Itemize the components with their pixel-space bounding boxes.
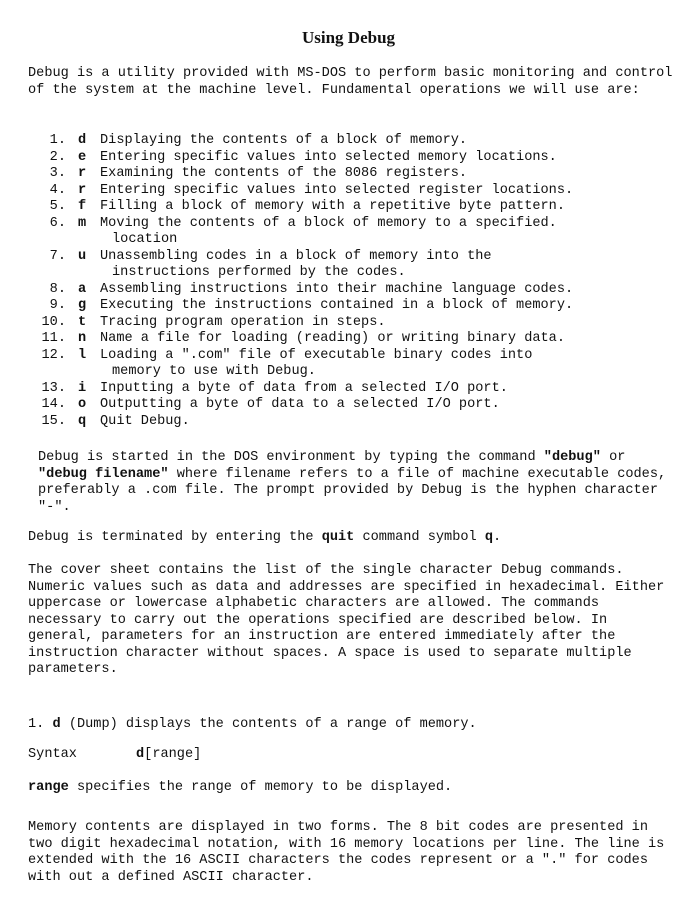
command-letter: i (78, 380, 87, 396)
debug-filename-command: "debug filename" (38, 466, 169, 482)
debug-command: "debug" (543, 450, 601, 465)
list-item: 6. m Moving the contents of a block of memory to a specified. location (49, 215, 557, 247)
command-letter: l (78, 347, 87, 363)
list-item: 5. f Filling a block of memory with a repetitive byte pattern. (49, 199, 565, 214)
list-item: 2. e Entering specific values into selected memory locations. (49, 149, 557, 165)
range-line: range specifies the range of memory to be displayed. (28, 780, 453, 795)
page-title: Using Debug (301, 28, 396, 47)
intro-paragraph: Debug is a utility provided with MS-DOS to perform basic monitoring and control of the system at the machine level. Fundamental operations we will use are: (28, 66, 673, 98)
command-list (28, 133, 688, 430)
memory-paragraph: Memory contents are displayed in two forms. The 8 bit codes are presented in two digit hexadecimal notation, with 16 memory locations per line. The line is extended with the 16 ASCII characters the codes represent or a "." for codes with out a defined ASCII character. (28, 820, 665, 885)
list-item: 13. i Inputting a byte of data from a selected I/O port. (41, 380, 508, 396)
command-letter: f (78, 199, 87, 214)
command-letter: g (78, 298, 87, 313)
command-letter: d (78, 133, 87, 148)
command-letter: r (78, 166, 87, 181)
command-letter: t (78, 314, 87, 330)
command-letter: u (78, 248, 87, 264)
list-item: 12. l Loading a ".com" file of executable binary codes into memory to use with Debug. (41, 347, 533, 379)
command-letter: e (78, 149, 87, 165)
list-item: 11. n Name a file for loading (reading) or writing binary data. (41, 331, 565, 346)
list-item: 7. u Unassembling codes in a block of memory into the instructions performed by the codes. (49, 248, 492, 280)
command-letter: a (78, 281, 87, 297)
terminate-paragraph: Debug is terminated by entering the quit command symbol q. (28, 530, 502, 545)
command-letter: o (78, 397, 87, 412)
list-item: 14. o Outputting a byte of data to a selected I/O port. (41, 397, 500, 412)
command-letter: n (78, 331, 87, 346)
list-item: 9. g Executing the instructions contained in a block of memory. (49, 298, 574, 313)
command-letter: m (78, 215, 87, 231)
list-item: 10. t Tracing program operation in steps. (41, 314, 386, 330)
syntax-line: Syntax d[range] (28, 747, 202, 762)
command-letter: r (78, 182, 87, 198)
list-item: 4. r Entering specific values into selected register locations. (49, 182, 574, 198)
cover-sheet-paragraph: The cover sheet contains the list of the single character Debug commands. Numeric values such as data and addresses are specified in hexadecimal. Either uppercase or lowercase alphabetic characters are allowed. The commands necessary to carry out the operations specified are described below. In general, parameters for an instruction are entered immediately after the instruction character without spaces. A space is used to separate multiple parameters. (28, 563, 665, 677)
start-paragraph: Debug is started in the DOS environment by typing the command "debug" or "debug filename" where filename refers to a file of machine executable codes, preferably a .com file. The prompt provided by Debug is the hyphen character "-". (38, 450, 667, 515)
dump-heading: 1. d (Dump) displays the contents of a range of memory. (28, 717, 477, 732)
list-item: 8. a Assembling instructions into their machine language codes. (49, 281, 574, 297)
list-item: 3. r Examining the contents of the 8086 registers. (49, 166, 468, 181)
list-item: 1. d Displaying the contents of a block of memory. (49, 133, 468, 148)
command-letter: q (78, 413, 87, 429)
list-item: 15. q Quit Debug. (41, 413, 190, 429)
